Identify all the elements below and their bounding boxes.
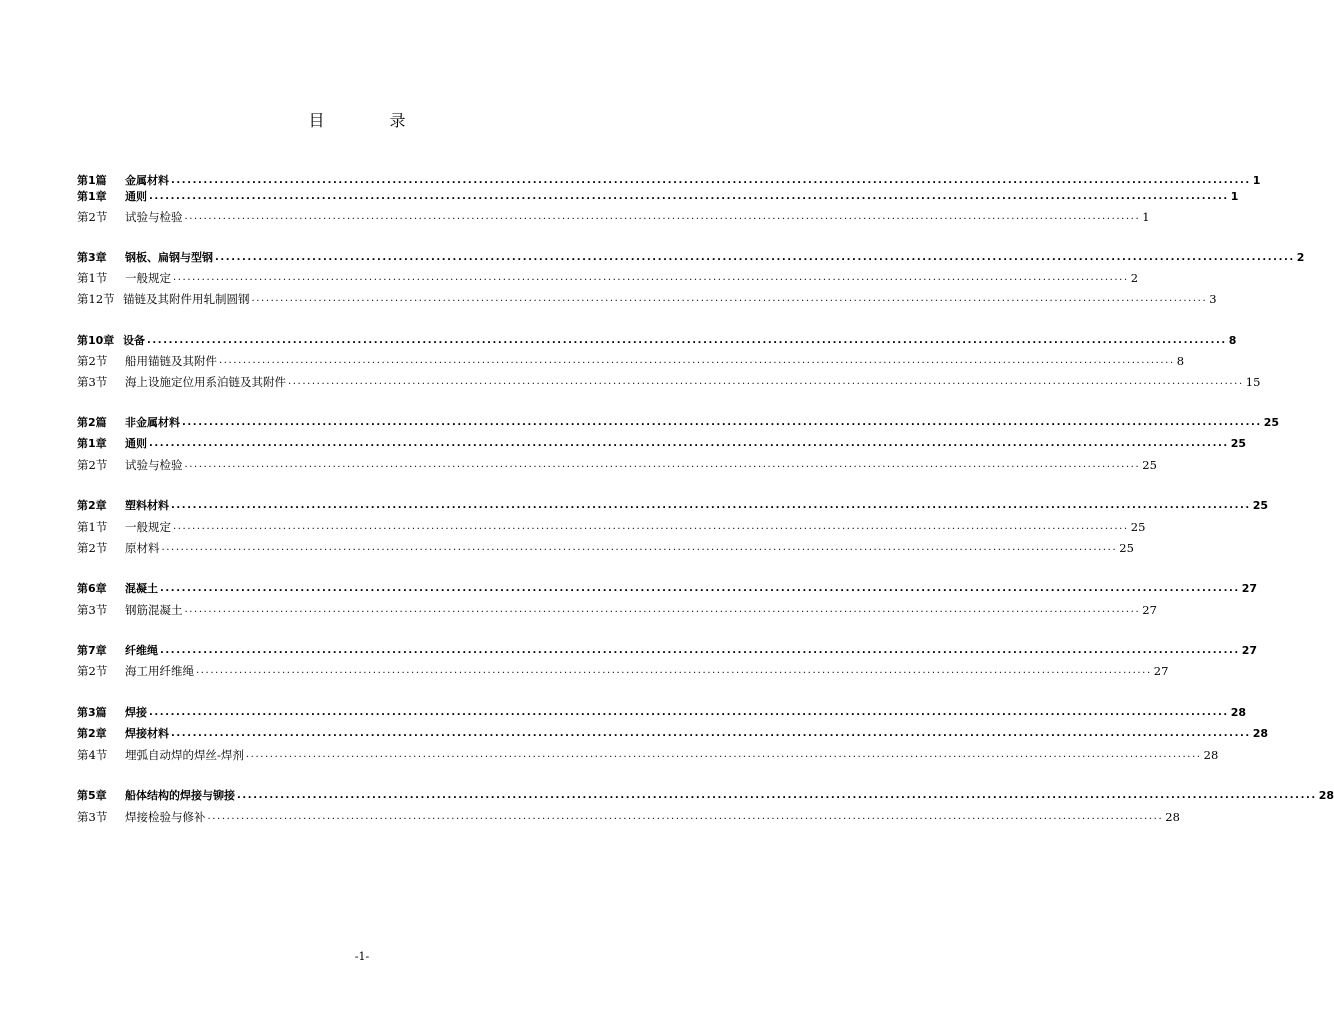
toc-entry-page: 25 [1252, 499, 1269, 512]
toc-entry-title: 一般规定 [125, 271, 171, 285]
toc-dot-leader: ........................................................................................................................................................................................................ [171, 728, 1251, 739]
toc-entry-number: 第2节 [77, 210, 108, 224]
toc-entry[interactable] [77, 497, 1269, 513]
toc-entry-page: 25 [1263, 416, 1280, 429]
toc-entry-page: 25 [1119, 541, 1134, 555]
toc-entry-page: 2 [1130, 271, 1139, 285]
toc-entry-title: 设备 [123, 334, 145, 347]
toc-entry-title: 纤维绳 [125, 644, 158, 657]
toc-entry-page: 28 [1203, 748, 1219, 762]
toc-entry-page: 1 [1252, 174, 1261, 187]
toc-entry-title: 塑料材料 [125, 499, 169, 512]
toc-entry-title: 焊接 [125, 706, 147, 719]
toc-entry-title: 钢板、扁钢与型钢 [125, 251, 213, 264]
toc-dot-leader: ........................................................................................................................................................................................................ [245, 749, 1202, 760]
page-title: 目 录 [308, 111, 436, 130]
toc-entry-title: 通则 [125, 437, 147, 450]
toc-entry-page: 1 [1230, 190, 1239, 203]
toc-dot-leader: ........................................................................................................................................................................................................ [219, 355, 1175, 366]
toc-dot-leader: ........................................................................................................................................................................................................ [171, 500, 1251, 511]
toc-entry-page: 2 [1296, 251, 1305, 264]
toc-entry-number: 第2章 [77, 499, 107, 512]
toc-entry-number: 第2节 [77, 664, 108, 678]
toc-entry-title: 钢筋混凝土 [125, 603, 183, 617]
toc-entry[interactable] [77, 269, 1139, 285]
toc-entry[interactable] [77, 787, 1334, 803]
toc-entry-number: 第1节 [77, 520, 108, 534]
toc-entry-page: 28 [1252, 727, 1269, 740]
toc-entry-title: 非金属材料 [125, 416, 180, 429]
toc-entry-number: 第2章 [77, 727, 107, 740]
toc-entry[interactable] [77, 435, 1247, 451]
toc-dot-leader: ........................................................................................................................................................................................................ [182, 417, 1262, 428]
toc-entry-number: 第1章 [77, 190, 107, 203]
toc-entry-number: 第5章 [77, 789, 107, 802]
toc-entry[interactable] [77, 704, 1247, 720]
toc-entry-page: 1 [1142, 210, 1150, 224]
toc-dot-leader: ........................................................................................................................................................................................................ [184, 459, 1141, 470]
toc-entry[interactable] [77, 249, 1305, 265]
toc-entry-number: 第1篇 [77, 174, 107, 187]
toc-entry-number: 第3篇 [77, 706, 107, 719]
toc-entry-page: 25 [1142, 458, 1157, 472]
toc-entry-number: 第7章 [77, 644, 107, 657]
toc-entry-page: 28 [1165, 810, 1180, 824]
toc-entry-title: 金属材料 [125, 174, 169, 187]
toc-dot-leader: ........................................................................................................................................................................................................ [147, 335, 1227, 346]
toc-entry[interactable] [77, 290, 1217, 306]
toc-entry-title: 一般规定 [125, 520, 171, 534]
toc-entry[interactable] [77, 208, 1150, 224]
toc-entry-number: 第2节 [77, 541, 108, 555]
toc-dot-leader: ........................................................................................................................................................................................................ [160, 583, 1240, 594]
toc-entry-number: 第1节 [77, 271, 108, 285]
toc-dot-leader: ........................................................................................................................................................................................................ [149, 191, 1229, 202]
table-of-contents [77, 0, 1334, 1024]
toc-dot-leader: ........................................................................................................................................................................................................ [149, 438, 1229, 449]
toc-dot-leader: ........................................................................................................................................................................................................ [196, 665, 1152, 676]
toc-entry-title: 混凝土 [125, 582, 158, 595]
toc-dot-leader: ........................................................................................................................................................................................................ [215, 252, 1295, 263]
toc-dot-leader: ........................................................................................................................................................................................................ [207, 811, 1164, 822]
toc-entry-page: 28 [1318, 789, 1334, 802]
toc-entry-title: 通则 [125, 190, 147, 203]
toc-entry-number: 第2节 [77, 354, 108, 368]
toc-entry[interactable] [77, 373, 1261, 389]
toc-entry[interactable] [77, 642, 1258, 658]
toc-entry-number: 第3节 [77, 375, 108, 389]
toc-entry-title: 原材料 [125, 541, 160, 555]
toc-dot-leader: ........................................................................................................................................................................................................ [184, 211, 1141, 222]
toc-entry-number: 第1章 [77, 437, 107, 450]
toc-entry-number: 第10章 [77, 334, 115, 347]
toc-dot-leader: ........................................................................................................................................................................................................ [288, 376, 1244, 387]
toc-entry-page: 27 [1241, 582, 1258, 595]
toc-entry-title: 试验与检验 [125, 458, 183, 472]
toc-entry-title: 锚链及其附件用轧制圆钢 [123, 292, 250, 306]
toc-dot-leader: ........................................................................................................................................................................................................ [161, 542, 1118, 553]
toc-entry[interactable] [77, 746, 1219, 762]
toc-dot-leader: ........................................................................................................................................................................................................ [160, 645, 1240, 656]
toc-entry-title: 海上设施定位用系泊链及其附件 [125, 375, 286, 389]
toc-entry-title: 海工用纤维绳 [125, 664, 194, 678]
toc-entry[interactable] [77, 352, 1185, 368]
toc-entry-title: 船用锚链及其附件 [125, 354, 217, 368]
toc-entry-number: 第3章 [77, 251, 107, 264]
toc-entry-number: 第12节 [77, 292, 115, 306]
toc-dot-leader: ........................................................................................................................................................................................................ [173, 272, 1129, 283]
toc-entry-page: 27 [1153, 664, 1169, 678]
toc-entry-page: 27 [1142, 603, 1157, 617]
toc-entry-page: 25 [1130, 520, 1146, 534]
toc-dot-leader: ........................................................................................................................................................................................................ [171, 175, 1251, 186]
toc-entry[interactable] [77, 808, 1180, 824]
toc-entry-page: 27 [1241, 644, 1258, 657]
toc-entry-number: 第3节 [77, 603, 108, 617]
toc-entry-number: 第6章 [77, 582, 107, 595]
toc-entry[interactable] [77, 539, 1134, 555]
toc-entry-page: 3 [1209, 292, 1217, 306]
toc-dot-leader: ........................................................................................................................................................................................................ [237, 790, 1317, 801]
toc-entry[interactable] [77, 456, 1157, 472]
page-number-footer: -1- [354, 950, 370, 963]
toc-entry[interactable] [77, 725, 1269, 741]
toc-entry[interactable] [77, 601, 1157, 617]
toc-entry-title: 船体结构的焊接与铆接 [125, 789, 235, 802]
toc-entry-page: 15 [1245, 375, 1261, 389]
toc-dot-leader: ........................................................................................................................................................................................................ [251, 293, 1208, 304]
toc-dot-leader: ........................................................................................................................................................................................................ [149, 707, 1229, 718]
toc-entry-number: 第2节 [77, 458, 108, 472]
toc-entry[interactable] [77, 172, 1261, 188]
toc-entry-number: 第3节 [77, 810, 108, 824]
toc-entry-number: 第4节 [77, 748, 108, 762]
toc-entry-number: 第2篇 [77, 416, 107, 429]
toc-entry-page: 25 [1230, 437, 1247, 450]
toc-entry[interactable] [77, 662, 1169, 678]
toc-entry-page: 8 [1228, 334, 1237, 347]
toc-entry-page: 8 [1176, 354, 1185, 368]
toc-entry[interactable] [77, 414, 1280, 430]
toc-dot-leader: ........................................................................................................................................................................................................ [184, 604, 1141, 615]
toc-entry[interactable] [77, 332, 1237, 348]
toc-entry[interactable] [77, 518, 1146, 534]
toc-entry[interactable] [77, 580, 1258, 596]
toc-entry-page: 28 [1230, 706, 1247, 719]
toc-entry-title: 焊接检验与修补 [125, 810, 206, 824]
toc-entry-title: 埋弧自动焊的焊丝-焊剂 [125, 748, 244, 762]
toc-dot-leader: ........................................................................................................................................................................................................ [173, 521, 1129, 532]
toc-entry-title: 试验与检验 [125, 210, 183, 224]
toc-entry-title: 焊接材料 [125, 727, 169, 740]
toc-entry[interactable] [77, 188, 1239, 204]
